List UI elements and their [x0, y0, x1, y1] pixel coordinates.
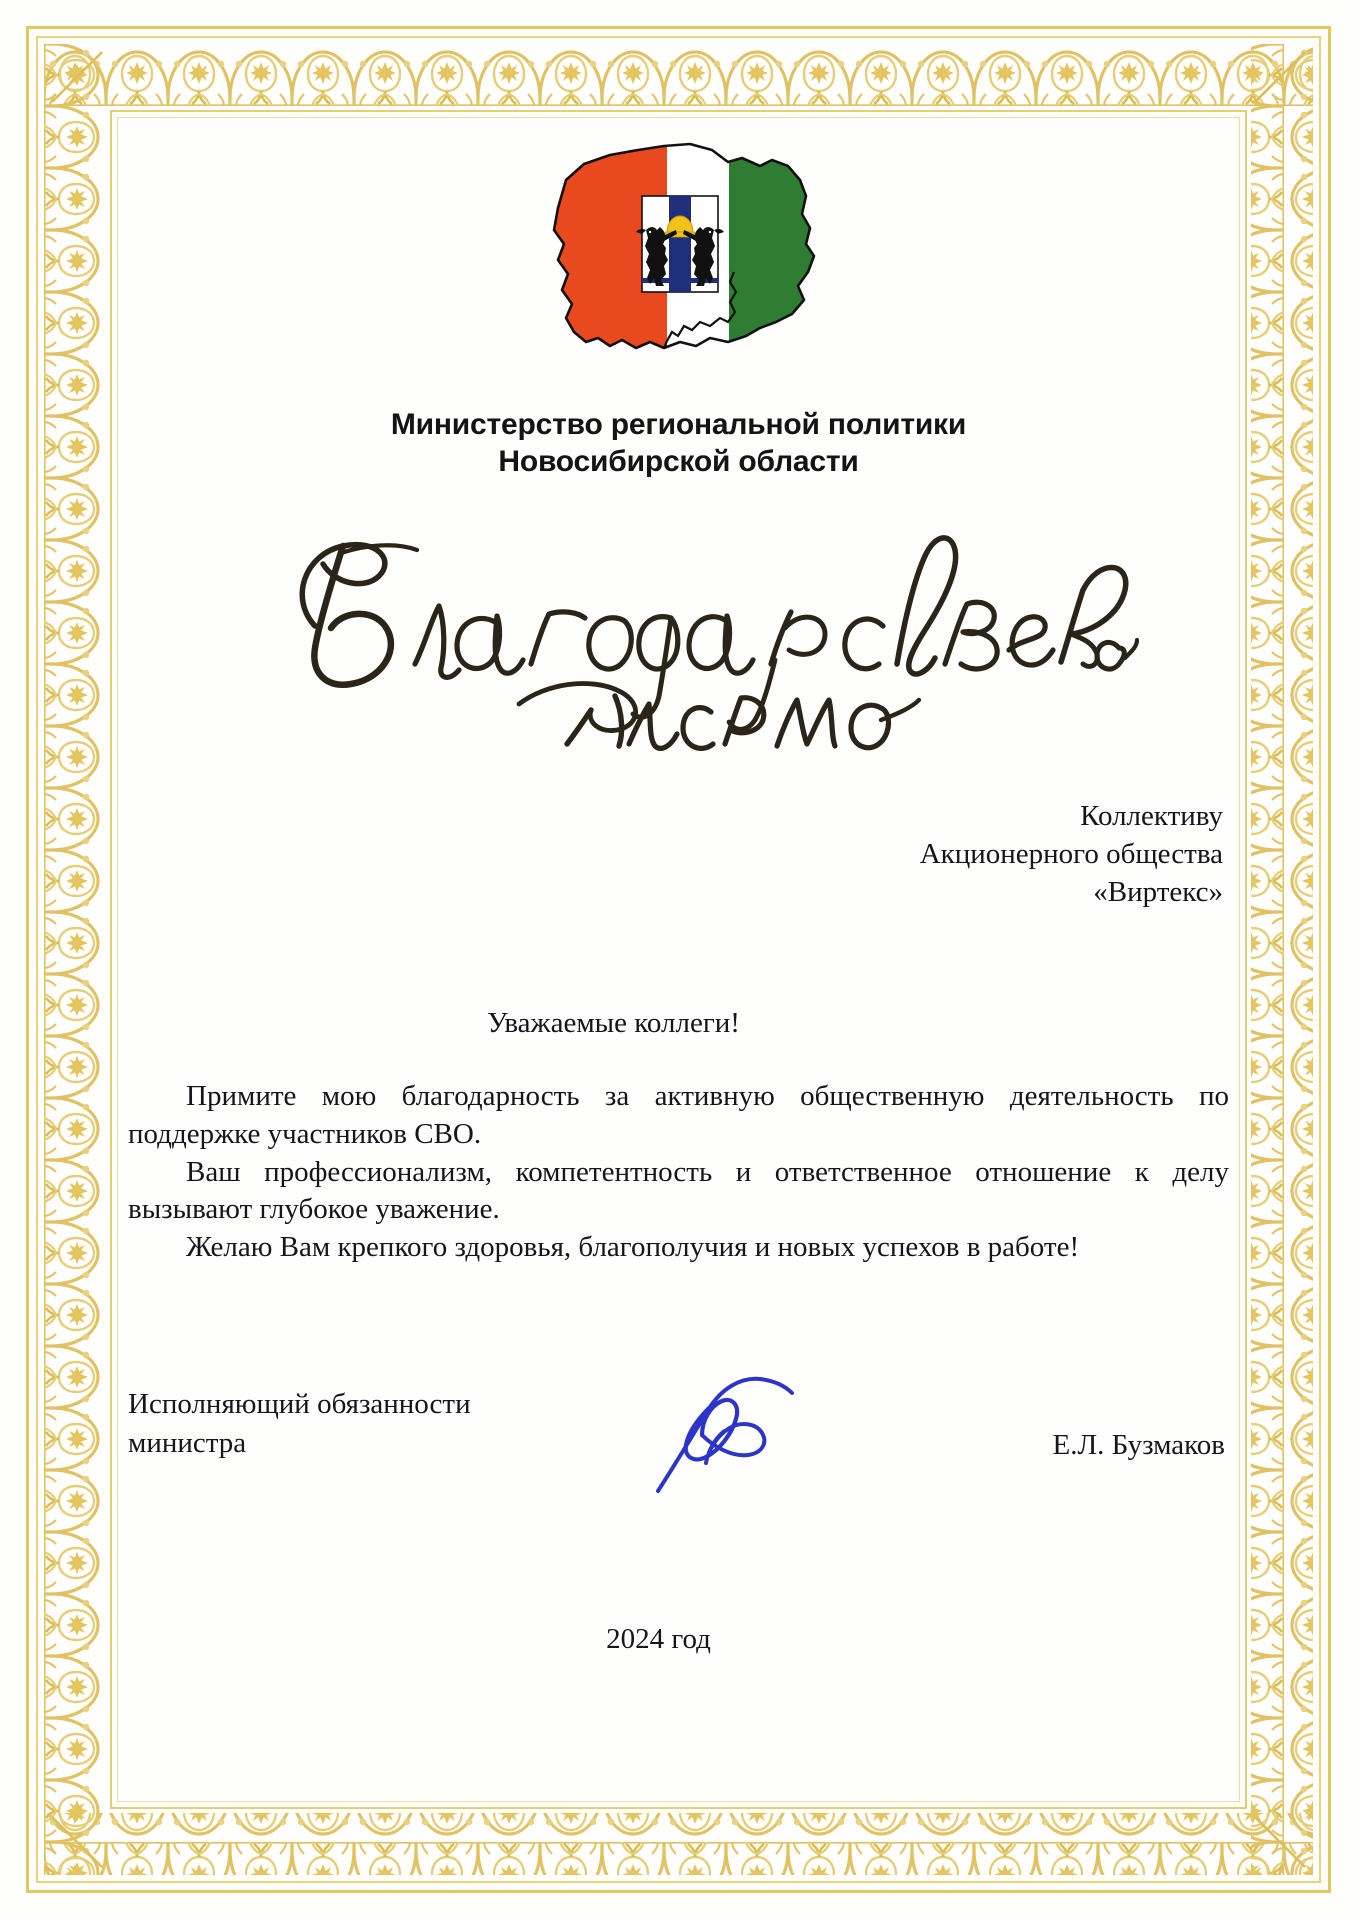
addressee-line-1: Коллективу: [1080, 800, 1223, 833]
body-paragraph-1: Примите мою благодарность за активную общественную деятельность по поддержке участников СВО.: [128, 1080, 1229, 1150]
signer-role: [128, 1385, 471, 1463]
signer-name: Е.Л. Бузмаков: [1052, 1428, 1225, 1461]
calligraphic-title-art: [219, 498, 1139, 758]
handwritten-signature: [636, 1359, 806, 1499]
signature-block: [128, 1385, 1229, 1505]
calligraphic-title: [128, 498, 1229, 758]
addressee-block: [128, 798, 1229, 911]
signer-role-line-2: министра: [128, 1426, 247, 1459]
body-paragraph-3: Желаю Вам крепкого здоровья, благополучия и новых успехов в работе!: [186, 1231, 1080, 1263]
ministry-title: [128, 407, 1229, 480]
ministry-line-1: Министерство региональной политики: [390, 408, 967, 441]
emblem-container: [128, 128, 1229, 391]
ministry-line-2: Новосибирской области: [498, 444, 859, 478]
signer-role-line-1: Исполняющий обязанности: [128, 1387, 471, 1420]
letter-body: [128, 1078, 1229, 1266]
document-content: [128, 128, 1229, 1791]
addressee-line-3: «Виртекс»: [1093, 875, 1223, 908]
novosibirsk-oblast-map-emblem: [514, 136, 844, 386]
document-year: 2024 год: [606, 1622, 711, 1655]
body-paragraph-2: Ваш профессионализм, компетентность и ответственное отношение к делу вызывают глубокое уважение.: [128, 1155, 1229, 1226]
salutation: Уважаемые коллеги!: [487, 1007, 740, 1040]
addressee-line-2: Акционерного общества: [919, 837, 1223, 870]
